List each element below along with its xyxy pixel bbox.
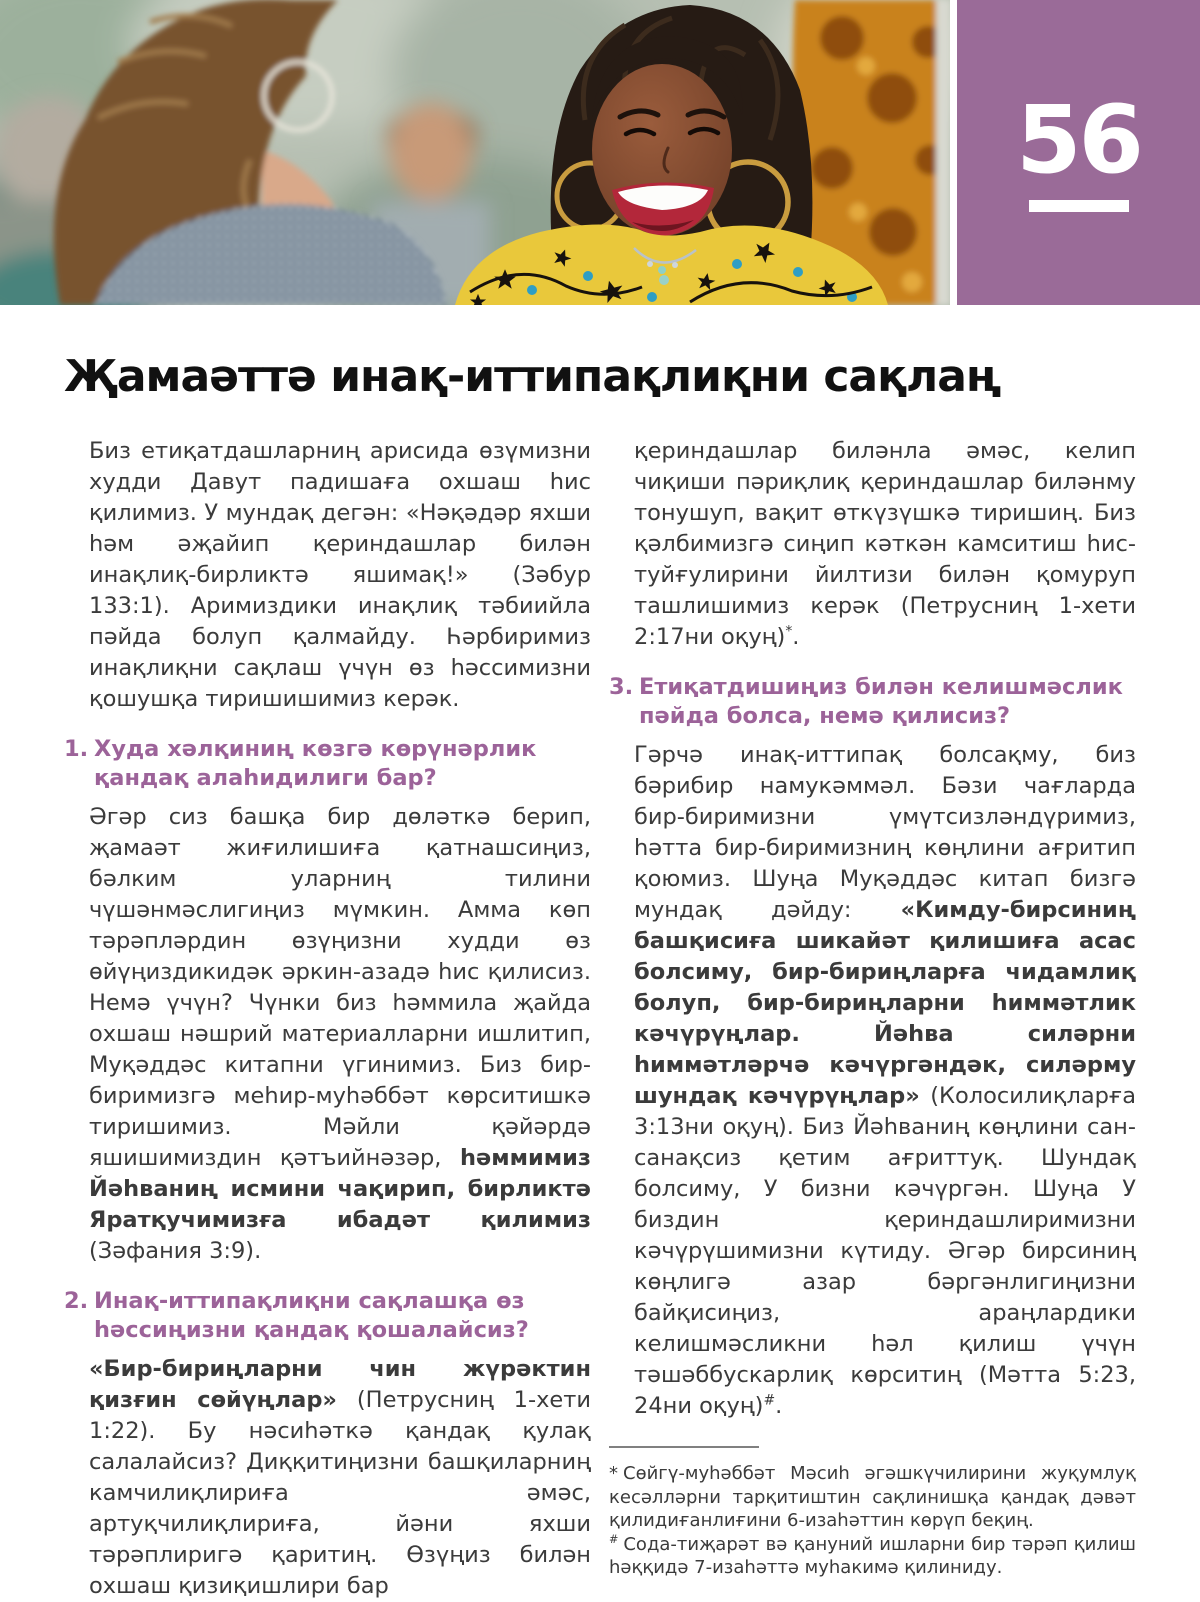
question-text: Етиқатдишиңиз билән келишмәслик пәйда болса, немә қилисиз? <box>639 674 1123 729</box>
footnote-marker: # <box>609 1532 619 1546</box>
column-right <box>609 436 1136 1602</box>
paragraph: Әгәр сиз башқа бир дөләткә берип, җамаәт жиғилишиға қатнашсиңиз, бәлким уларниң тилини чүшәнмәслигиңиз мүмкин. Амма көп тәрәпләрдин өзүңизни худди өз өйүңиздикидәк әркин-азадә һис қилисиз. Немә үчүн? Чүнки биз һәммила җайда охшаш нәшрий материалларни ишлитип, Муқәддәс китапни үгинимиз. Биз бир-биримизгә меһир-муһәббәт көрситишкә тиришимиз. Мәйли қәйәрдә яшишимиздин қәтъийнәзәр, һәммимиз Йәһваниң исмини чақирип, бирликтә Яратқучимизға ибадәт қилимиз (Зәфания 3:9). <box>89 804 591 1264</box>
paragraph: Биз етиқатдашларниң арисида өзүмизни худди Давут падишаға охшаш һис қилимиз. У мундақ дегән: «Нәқәдәр яхши һәм әҗайип қериндашлар билән инақлиқ-бирликтә яшимақ!» (Зәбур 133:1). Аримиздики инақлиқ тәбиийла пәйда болуп қалмайду. Һәрбиримиз инақлиқни сақлаш үчүн өз һәссимизни қошушқа тиришишимиз керәк. <box>89 438 591 712</box>
lesson-number-box <box>957 0 1200 305</box>
header-banner <box>0 0 950 305</box>
column-left <box>64 436 591 1602</box>
footnote: # Сода-тиҗарәт вә қануний ишларни бир тәрәп қилиш һәққидә 7-изаһәттә муһакимә қилиниду. <box>609 1532 1136 1578</box>
lesson-number-underline <box>1029 200 1129 212</box>
question-heading <box>609 673 1136 731</box>
congregation-photo <box>0 0 950 305</box>
question-heading <box>64 1287 591 1345</box>
question-number: 3. <box>609 674 634 700</box>
paragraph: қериндашлар биләнла әмәс, келип чиқиши пәриқлиқ қериндашлар биләнму тонушуп, вақит өткүзүшкә тиришиң. Биз қәлбимизгә сиңип кәткән камситиш һис-туйғулирини йилтизи билән қомуруп ташлишимиз керәк (Петрусниң 1-хети 2:17ни оқуң)*. <box>634 438 1136 650</box>
paragraph: «Бир-бириңларни чин жүрәктин қизғин сөйүңлар» (Петрусниң 1-хети 1:22). Бу нәсиһәткә қандақ қулақ салалайсиз? Диққитиңизни башқиларниң камчилиқлириға әмәс, артуқчилиқлириға, йәни яхши тәрәплиригә қаритиң. Өзүңиз билән охшаш қизиқишлири бар <box>89 1356 591 1599</box>
question-text: Инақ-иттипақлиқни сақлашқа өз һәссиңизни қандақ қошалайсиз? <box>94 1288 529 1343</box>
question-number: 2. <box>64 1288 89 1314</box>
article-content <box>0 305 1200 1602</box>
footnote: * Сөйгү-муһәббәт Мәсиһ әгәшкүчилирини жуқумлуқ кесәлләрни тарқитиштин сақлинишқа қандақ дәвәт қилидиғанлиғини 6-изаһәттин көрүп беқиң. <box>609 1463 1136 1531</box>
article-columns <box>64 436 1136 1602</box>
paragraph: Гәрчә инақ-иттипақ болсақму, биз бәрибир намукәммәл. Бәзи чағларда бир-биримизни үмүтсизләндүримиз, һәтта бир-биримизниң көңлини ағритип қоюмиз. Шуңа Муқәддәс китап бизгә мундақ дәйду: «Кимду-бирсиниң башқисиға шикайәт қилишиға асас болсиму, бир-бириңларға чидамлиқ болуп, бир-бириңларни һиммәтлик кәчүрүңлар. Йәһва силәрни һиммәтләрчә кәчүргәндәк, силәрму шундақ кәчүрүңлар» (Колосилиқларға 3:13ни оқуң). Биз Йәһваниң көңлини сан-санақсиз қетим ағриттуқ. Шундақ болсиму, У бизни кәчүргән. Шуңа У биздин қериндашлиримизни кәчүрүшимизни күтиду. Әгәр бирсиниң көңлигә азар бәргәнлигиңизни байқисиңиз, араңлардики келишмәсликни һәл қилиш үчүн тәшәббускарлиқ көрситиң (Мәтта 5:23, 24ни оқуң)#. <box>634 742 1136 1419</box>
question-heading <box>64 735 591 793</box>
page-title: Җамаәттә инақ-иттипақлиқни сақлаң <box>64 351 1001 402</box>
lesson-number: 56 <box>1016 85 1141 195</box>
question-text: Худа хәлқиниң көзгә көрүнәрлик қандақ алаһидилиги бар? <box>94 736 537 791</box>
question-number: 1. <box>64 736 89 762</box>
footnote-marker: * <box>609 1463 618 1484</box>
footnote-separator <box>609 1446 759 1448</box>
footnotes <box>609 1446 1136 1580</box>
